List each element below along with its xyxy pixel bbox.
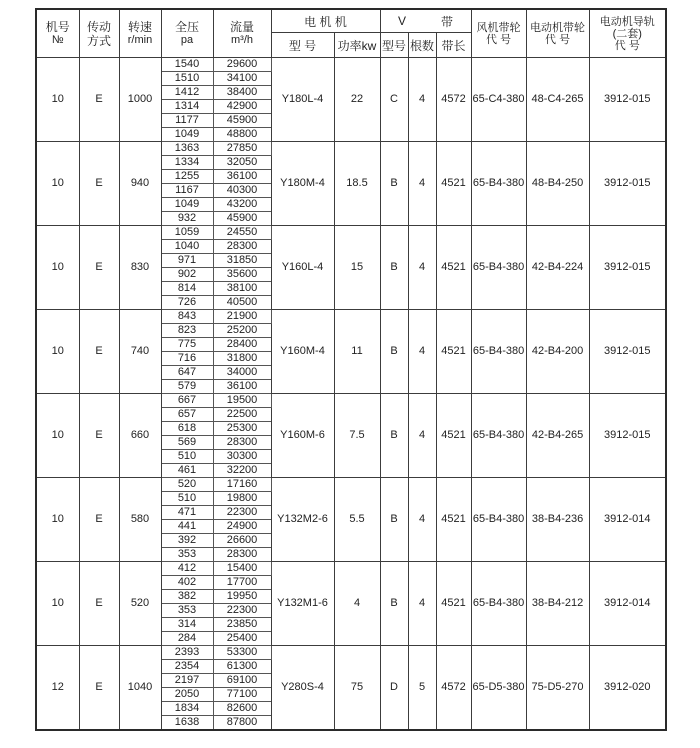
flow-cell: 36100 xyxy=(213,170,271,184)
pressure-cell: 1040 xyxy=(161,240,213,254)
machine-no-cell: 10 xyxy=(36,226,79,310)
flow-cell: 19800 xyxy=(213,492,271,506)
pressure-cell: 392 xyxy=(161,534,213,548)
pressure-cell: 520 xyxy=(161,478,213,492)
speed-cell: 660 xyxy=(119,394,161,478)
flow-cell: 69100 xyxy=(213,674,271,688)
flow-cell: 23850 xyxy=(213,618,271,632)
fan-pulley-cell: 65-B4-380 xyxy=(471,562,526,646)
drive-mode-cell: E xyxy=(79,394,119,478)
flow-cell: 26600 xyxy=(213,534,271,548)
flow-cell: 34000 xyxy=(213,366,271,380)
pressure-cell: 1255 xyxy=(161,170,213,184)
flow-cell: 77100 xyxy=(213,688,271,702)
header-pressure xyxy=(161,9,213,58)
header-belt-count: 根数 xyxy=(408,33,436,58)
pressure-cell: 823 xyxy=(161,324,213,338)
header-belt-length: 带长 xyxy=(436,33,471,58)
pressure-cell: 1167 xyxy=(161,184,213,198)
motor-power-cell: 18.5 xyxy=(334,142,380,226)
header-motor-group: 电 机 机 xyxy=(271,9,380,33)
pressure-cell: 461 xyxy=(161,464,213,478)
header-belt-type: 型号 xyxy=(380,33,408,58)
pressure-cell: 1177 xyxy=(161,114,213,128)
pressure-cell: 1412 xyxy=(161,86,213,100)
speed-cell: 580 xyxy=(119,478,161,562)
flow-cell: 35600 xyxy=(213,268,271,282)
pressure-cell: 902 xyxy=(161,268,213,282)
table-header xyxy=(36,9,666,58)
belt-length-cell: 4521 xyxy=(436,562,471,646)
table-row xyxy=(36,58,666,72)
belt-type-cell: C xyxy=(380,58,408,142)
machine-no-cell: 10 xyxy=(36,310,79,394)
belt-length-cell: 4521 xyxy=(436,226,471,310)
motor-power-cell: 22 xyxy=(334,58,380,142)
speed-cell: 830 xyxy=(119,226,161,310)
rail-code-cell: 3912-015 xyxy=(589,310,666,394)
pressure-cell: 667 xyxy=(161,394,213,408)
pressure-cell: 353 xyxy=(161,548,213,562)
motor-power-cell: 4 xyxy=(334,562,380,646)
flow-cell: 61300 xyxy=(213,660,271,674)
belt-length-cell: 4521 xyxy=(436,142,471,226)
header-drive-mode xyxy=(79,9,119,58)
header-fan-pulley xyxy=(471,9,526,58)
pressure-cell: 618 xyxy=(161,422,213,436)
pressure-cell: 647 xyxy=(161,366,213,380)
pressure-cell: 1049 xyxy=(161,198,213,212)
table-row xyxy=(36,142,666,156)
motor-power-cell: 11 xyxy=(334,310,380,394)
drive-mode-cell: E xyxy=(79,142,119,226)
flow-cell: 25200 xyxy=(213,324,271,338)
pressure-cell: 971 xyxy=(161,254,213,268)
rail-code-cell: 3912-014 xyxy=(589,478,666,562)
machine-no-cell: 10 xyxy=(36,394,79,478)
flow-cell: 17700 xyxy=(213,576,271,590)
header-motor-pulley-line1: 电动机带轮 xyxy=(530,21,586,34)
pressure-cell: 2354 xyxy=(161,660,213,674)
table-row xyxy=(36,226,666,240)
pressure-cell: 1314 xyxy=(161,100,213,114)
flow-cell: 24550 xyxy=(213,226,271,240)
pressure-cell: 1363 xyxy=(161,142,213,156)
pressure-cell: 579 xyxy=(161,380,213,394)
speed-cell: 1040 xyxy=(119,646,161,731)
motor-power-cell: 5.5 xyxy=(334,478,380,562)
belt-type-cell: B xyxy=(380,142,408,226)
flow-cell: 32200 xyxy=(213,464,271,478)
flow-cell: 38400 xyxy=(213,86,271,100)
pressure-cell: 716 xyxy=(161,352,213,366)
header-speed-label: 转速 xyxy=(127,20,152,34)
machine-no-cell: 10 xyxy=(36,58,79,142)
header-drive-line2: 方式 xyxy=(86,33,111,48)
drive-mode-cell: E xyxy=(79,226,119,310)
header-pressure-unit: pa xyxy=(180,34,194,46)
header-machine-no xyxy=(36,9,79,58)
motor-model-cell: Y180L-4 xyxy=(271,58,334,142)
motor-pulley-cell: 42-B4-200 xyxy=(526,310,589,394)
fan-pulley-cell: 65-B4-380 xyxy=(471,142,526,226)
flow-cell: 38100 xyxy=(213,282,271,296)
header-fan-pulley-line1: 风机带轮 xyxy=(476,21,521,34)
motor-model-cell: Y160M-4 xyxy=(271,310,334,394)
pressure-cell: 726 xyxy=(161,296,213,310)
belt-length-cell: 4521 xyxy=(436,478,471,562)
header-motor-model: 型 号 xyxy=(271,33,334,58)
fan-pulley-cell: 65-B4-380 xyxy=(471,478,526,562)
rail-code-cell: 3912-014 xyxy=(589,562,666,646)
motor-pulley-cell: 42-B4-265 xyxy=(526,394,589,478)
header-pressure-label: 全压 xyxy=(174,20,199,34)
motor-pulley-cell: 75-D5-270 xyxy=(526,646,589,731)
rail-code-cell: 3912-015 xyxy=(589,226,666,310)
flow-cell: 45900 xyxy=(213,212,271,226)
rail-code-cell: 3912-020 xyxy=(589,646,666,731)
belt-count-cell: 4 xyxy=(408,394,436,478)
header-motor-pulley xyxy=(526,9,589,58)
belt-type-cell: B xyxy=(380,226,408,310)
motor-pulley-cell: 48-C4-265 xyxy=(526,58,589,142)
flow-cell: 22300 xyxy=(213,604,271,618)
motor-pulley-cell: 38-B4-236 xyxy=(526,478,589,562)
pressure-cell: 657 xyxy=(161,408,213,422)
belt-count-cell: 4 xyxy=(408,478,436,562)
flow-cell: 22500 xyxy=(213,408,271,422)
belt-length-cell: 4572 xyxy=(436,646,471,731)
belt-type-cell: B xyxy=(380,310,408,394)
header-vbelt-dai: 带 xyxy=(441,14,454,29)
rail-code-cell: 3912-015 xyxy=(589,394,666,478)
header-motor-power: 功率kw xyxy=(334,33,380,58)
pressure-cell: 2050 xyxy=(161,688,213,702)
pressure-cell: 1334 xyxy=(161,156,213,170)
belt-count-cell: 4 xyxy=(408,142,436,226)
table-row xyxy=(36,310,666,324)
drive-mode-cell: E xyxy=(79,58,119,142)
fan-pulley-cell: 65-B4-380 xyxy=(471,394,526,478)
belt-type-cell: B xyxy=(380,394,408,478)
pressure-cell: 441 xyxy=(161,520,213,534)
table-row xyxy=(36,562,666,576)
flow-cell: 53300 xyxy=(213,646,271,660)
header-motor-rail-line1: 电动机导轨 xyxy=(599,15,655,28)
motor-power-cell: 7.5 xyxy=(334,394,380,478)
header-flow-unit: m³/h xyxy=(231,34,253,46)
pressure-cell: 1059 xyxy=(161,226,213,240)
belt-type-cell: D xyxy=(380,646,408,731)
motor-power-cell: 75 xyxy=(334,646,380,731)
pressure-cell: 814 xyxy=(161,282,213,296)
flow-cell: 48800 xyxy=(213,128,271,142)
motor-power-cell: 15 xyxy=(334,226,380,310)
flow-cell: 29600 xyxy=(213,58,271,72)
flow-cell: 19950 xyxy=(213,590,271,604)
table-row xyxy=(36,478,666,492)
belt-count-cell: 4 xyxy=(408,310,436,394)
flow-cell: 25400 xyxy=(213,632,271,646)
speed-cell: 520 xyxy=(119,562,161,646)
machine-no-cell: 12 xyxy=(36,646,79,731)
header-row-1 xyxy=(36,9,666,33)
header-speed-unit: r/min xyxy=(127,34,153,46)
pressure-cell: 314 xyxy=(161,618,213,632)
flow-cell: 40300 xyxy=(213,184,271,198)
header-vbelt-v: V xyxy=(398,14,407,28)
speed-cell: 940 xyxy=(119,142,161,226)
motor-pulley-cell: 42-B4-224 xyxy=(526,226,589,310)
fan-pulley-cell: 65-D5-380 xyxy=(471,646,526,731)
table-row xyxy=(36,646,666,660)
belt-type-cell: B xyxy=(380,478,408,562)
machine-no-cell: 10 xyxy=(36,562,79,646)
motor-pulley-cell: 48-B4-250 xyxy=(526,142,589,226)
flow-cell: 27850 xyxy=(213,142,271,156)
motor-model-cell: Y132M2-6 xyxy=(271,478,334,562)
flow-cell: 22300 xyxy=(213,506,271,520)
speed-cell: 1000 xyxy=(119,58,161,142)
motor-model-cell: Y132M1-6 xyxy=(271,562,334,646)
pressure-cell: 471 xyxy=(161,506,213,520)
flow-cell: 32050 xyxy=(213,156,271,170)
pressure-cell: 402 xyxy=(161,576,213,590)
pressure-cell: 2197 xyxy=(161,674,213,688)
pressure-cell: 1834 xyxy=(161,702,213,716)
header-motor-rail-line2: (二套) xyxy=(612,27,642,40)
flow-cell: 31850 xyxy=(213,254,271,268)
header-motor-rail-line3: 代 号 xyxy=(614,39,640,52)
belt-length-cell: 4572 xyxy=(436,58,471,142)
pressure-cell: 569 xyxy=(161,436,213,450)
header-speed xyxy=(119,9,161,58)
rail-code-cell: 3912-015 xyxy=(589,142,666,226)
header-machine-no-label: 机号 xyxy=(45,20,70,34)
flow-cell: 31800 xyxy=(213,352,271,366)
pressure-cell: 510 xyxy=(161,450,213,464)
flow-cell: 40500 xyxy=(213,296,271,310)
flow-cell: 36100 xyxy=(213,380,271,394)
pressure-cell: 843 xyxy=(161,310,213,324)
belt-length-cell: 4521 xyxy=(436,310,471,394)
header-motor-rail xyxy=(589,9,666,58)
drive-mode-cell: E xyxy=(79,478,119,562)
flow-cell: 19500 xyxy=(213,394,271,408)
flow-cell: 87800 xyxy=(213,716,271,731)
motor-model-cell: Y160M-6 xyxy=(271,394,334,478)
motor-model-cell: Y180M-4 xyxy=(271,142,334,226)
flow-cell: 34100 xyxy=(213,72,271,86)
flow-cell: 24900 xyxy=(213,520,271,534)
pressure-cell: 1638 xyxy=(161,716,213,731)
belt-count-cell: 4 xyxy=(408,226,436,310)
machine-no-cell: 10 xyxy=(36,478,79,562)
flow-cell: 17160 xyxy=(213,478,271,492)
flow-cell: 28300 xyxy=(213,240,271,254)
fan-pulley-cell: 65-B4-380 xyxy=(471,226,526,310)
speed-cell: 740 xyxy=(119,310,161,394)
pressure-cell: 1049 xyxy=(161,128,213,142)
flow-cell: 42900 xyxy=(213,100,271,114)
pressure-cell: 1510 xyxy=(161,72,213,86)
pressure-cell: 932 xyxy=(161,212,213,226)
flow-cell: 28400 xyxy=(213,338,271,352)
drive-mode-cell: E xyxy=(79,646,119,731)
rail-code-cell: 3912-015 xyxy=(589,58,666,142)
fan-spec-table xyxy=(35,8,667,731)
fan-pulley-cell: 65-C4-380 xyxy=(471,58,526,142)
pressure-cell: 1540 xyxy=(161,58,213,72)
pressure-cell: 382 xyxy=(161,590,213,604)
fan-pulley-cell: 65-B4-380 xyxy=(471,310,526,394)
header-flow-label: 流量 xyxy=(229,20,254,34)
header-fan-pulley-line2: 代 号 xyxy=(486,33,512,46)
machine-no-cell: 10 xyxy=(36,142,79,226)
belt-count-cell: 4 xyxy=(408,562,436,646)
flow-cell: 28300 xyxy=(213,548,271,562)
pressure-cell: 510 xyxy=(161,492,213,506)
belt-count-cell: 4 xyxy=(408,58,436,142)
flow-cell: 15400 xyxy=(213,562,271,576)
flow-cell: 82600 xyxy=(213,702,271,716)
belt-type-cell: B xyxy=(380,562,408,646)
table-row xyxy=(36,394,666,408)
spec-table-body xyxy=(36,58,666,731)
belt-count-cell: 5 xyxy=(408,646,436,731)
drive-mode-cell: E xyxy=(79,310,119,394)
flow-cell: 30300 xyxy=(213,450,271,464)
header-motor-pulley-line2: 代 号 xyxy=(545,33,571,46)
pressure-cell: 353 xyxy=(161,604,213,618)
flow-cell: 28300 xyxy=(213,436,271,450)
flow-cell: 21900 xyxy=(213,310,271,324)
header-vbelt-group xyxy=(380,9,471,33)
flow-cell: 43200 xyxy=(213,198,271,212)
header-drive-line1: 传动 xyxy=(86,19,111,34)
drive-mode-cell: E xyxy=(79,562,119,646)
flow-cell: 45900 xyxy=(213,114,271,128)
pressure-cell: 412 xyxy=(161,562,213,576)
motor-model-cell: Y160L-4 xyxy=(271,226,334,310)
pressure-cell: 775 xyxy=(161,338,213,352)
flow-cell: 25300 xyxy=(213,422,271,436)
pressure-cell: 284 xyxy=(161,632,213,646)
header-flow xyxy=(213,9,271,58)
motor-model-cell: Y280S-4 xyxy=(271,646,334,731)
motor-pulley-cell: 38-B4-212 xyxy=(526,562,589,646)
header-machine-no-unit: № xyxy=(51,34,64,46)
belt-length-cell: 4521 xyxy=(436,394,471,478)
pressure-cell: 2393 xyxy=(161,646,213,660)
